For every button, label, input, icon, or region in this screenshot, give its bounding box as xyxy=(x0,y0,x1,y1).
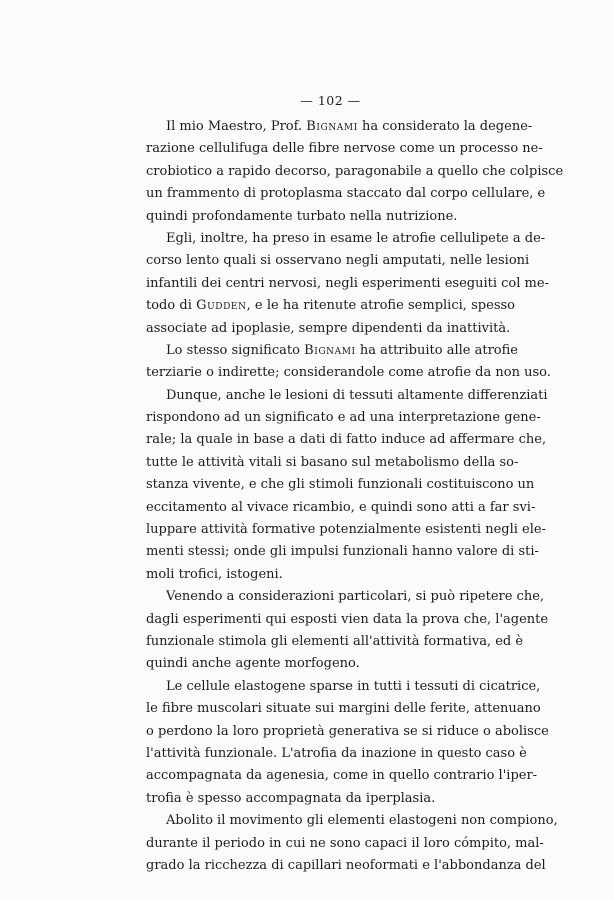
author-name: Gudden xyxy=(196,298,247,314)
text-line: todo di Gudden, e le ha ritenute atrofie semplici, spesso xyxy=(146,298,515,314)
text-line: grado la ricchezza di capillari neoformati e l'abbondanza del xyxy=(146,857,546,873)
text-line: accompagnata da agenesia, come in quello contrario l'iper- xyxy=(146,768,538,784)
page-text xyxy=(146,92,564,877)
paragraph xyxy=(146,385,548,587)
text-line: durante il periodo in cui ne sono capaci il loro cómpito, mal- xyxy=(146,835,544,851)
text-line: trofia è spesso accompagnata da iperplasia. xyxy=(146,790,436,806)
text-line: infantili dei centri nervosi, negli esperimenti eseguiti col me- xyxy=(146,275,549,291)
paragraph xyxy=(146,586,549,676)
paragraph xyxy=(146,116,564,228)
page-number: — 102 — xyxy=(300,93,361,108)
text-line: corso lento quali si osservano negli amputati, nelle lesioni xyxy=(146,253,530,269)
text-line: Abolito il movimento gli elementi elastogeni non compiono, xyxy=(166,813,558,829)
text-line: tutte le attività vitali si basano sul metabolismo della so- xyxy=(146,454,519,470)
text-line: associate ad ipoplasie, sempre dipendenti da inattività. xyxy=(146,320,511,336)
author-name: Bignami xyxy=(304,342,356,358)
text-line: crobiotico a rapido decorso, paragonabile a quello che colpisce xyxy=(146,163,564,179)
text-line: rale; la quale in base a dati di fatto induce ad affermare che, xyxy=(146,432,547,448)
text-line: moli trofici, istogeni. xyxy=(146,566,283,582)
paragraph xyxy=(146,810,558,877)
paragraph xyxy=(146,676,549,810)
text-line: un frammento di protoplasma staccato dal corpo cellulare, e xyxy=(146,186,546,202)
paragraph xyxy=(146,340,551,385)
text-line: luppare attività formative potenzialmente esistenti negli ele- xyxy=(146,522,546,538)
text-line: le fibre muscolari situate sui margini delle ferite, attenuano xyxy=(146,701,541,717)
text-line: rispondono ad un significato e ad una interpretazione gene- xyxy=(146,410,541,426)
text-line: quindi anche agente morfogeno. xyxy=(146,656,360,672)
text-line: o perdono la loro proprietà generativa se si riduce o abolisce xyxy=(146,723,549,739)
body-text xyxy=(146,116,564,877)
text-line: funzionale stimola gli elementi all'attività formativa, ed è xyxy=(146,633,524,649)
text-line: Egli, inoltre, ha preso in esame le atrofie cellulipete a de- xyxy=(166,230,546,246)
text-line: terziarie o indirette; considerandole come atrofie da non uso. xyxy=(146,365,551,381)
text-line: quindi profondamente turbato nella nutrizione. xyxy=(146,208,458,224)
text-line: Il mio Maestro, Prof. Bignami ha considerato la degene- xyxy=(166,119,533,134)
text-line: menti stessi; onde gli impulsi funzionali hanno valore di sti- xyxy=(146,544,539,560)
text-line: razione cellulifuga delle fibre nervose come un processo ne- xyxy=(146,141,543,157)
text-line: l'attività funzionale. L'atrofia da inazione in questo caso è xyxy=(146,745,527,761)
text-line: Venendo a considerazioni particolari, si può ripetere che, xyxy=(166,589,545,605)
text-line: stanza vivente, e che gli stimoli funzionali costituiscono un xyxy=(146,477,535,493)
text-line: eccitamento al vivace ricambio, e quindi sono atti a far svi- xyxy=(146,499,536,515)
text-line: Le cellule elastogene sparse in tutti i tessuti di cicatrice, xyxy=(166,678,541,694)
text-line: dagli esperimenti qui esposti vien data la prova che, l'agente xyxy=(146,611,549,627)
text-line: Dunque, anche le lesioni di tessuti altamente differenziati xyxy=(166,387,548,403)
text-line: Lo stesso significato Bignami ha attribuito alle atrofie xyxy=(166,342,518,358)
author-name: Bignami xyxy=(306,119,358,134)
paragraph xyxy=(146,228,549,340)
